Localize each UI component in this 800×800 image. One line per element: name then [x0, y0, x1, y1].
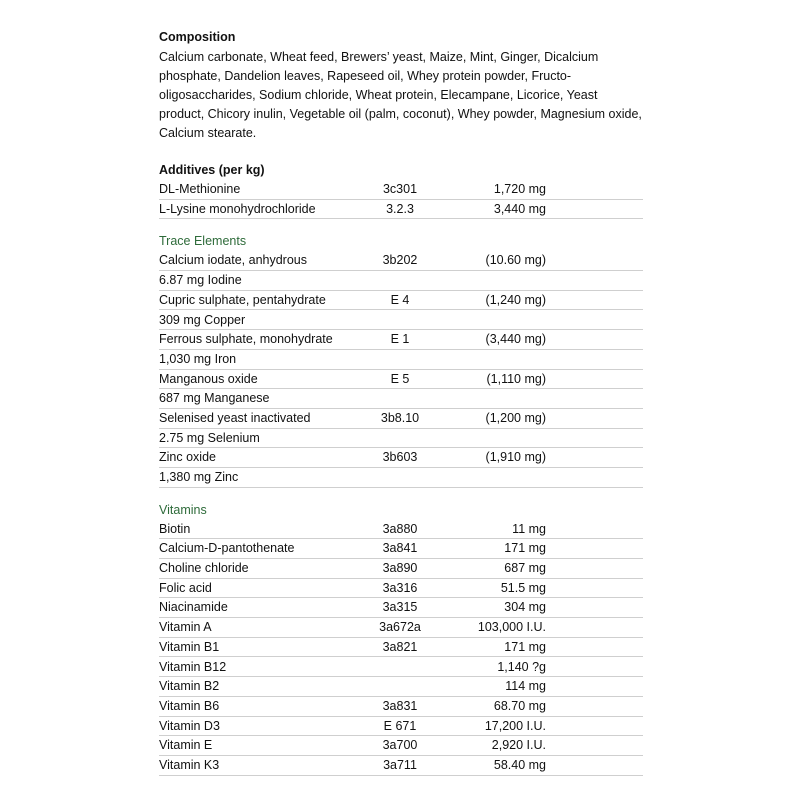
- row-spacer: [546, 290, 643, 310]
- row-spacer: [546, 637, 643, 657]
- product-info: [159, 28, 643, 776]
- table-row: [159, 736, 643, 756]
- table-row: [159, 330, 643, 350]
- ingredient-code: 3a672a: [359, 618, 441, 638]
- ingredient-name: Cupric sulphate, pentahydrate: [159, 290, 359, 310]
- row-spacer: [546, 251, 643, 270]
- ingredient-name: Vitamin A: [159, 618, 359, 638]
- ingredient-code: E 1: [359, 330, 441, 350]
- table-row: [159, 467, 643, 487]
- ingredient-code: [359, 677, 441, 697]
- ingredient-name: Selenised yeast inactivated: [159, 408, 359, 428]
- ingredient-code: 3.2.3: [359, 199, 441, 219]
- ingredient-code: E 5: [359, 369, 441, 389]
- ingredient-amount: 51.5 mg: [441, 578, 546, 598]
- ingredient-name: Vitamin B2: [159, 677, 359, 697]
- table-row: [159, 180, 643, 199]
- ingredient-amount: 3,440 mg: [441, 199, 546, 219]
- ingredient-code: [359, 389, 441, 409]
- ingredient-name: 2.75 mg Selenium: [159, 428, 359, 448]
- ingredient-amount: 114 mg: [441, 677, 546, 697]
- row-spacer: [546, 349, 643, 369]
- ingredient-amount: (1,200 mg): [441, 408, 546, 428]
- row-spacer: [546, 408, 643, 428]
- trace-elements-table: [159, 251, 643, 487]
- row-spacer: [546, 448, 643, 468]
- ingredient-name: Calcium-D-pantothenate: [159, 539, 359, 559]
- ingredient-name: 6.87 mg Iodine: [159, 271, 359, 291]
- ingredient-name: Vitamin B6: [159, 696, 359, 716]
- ingredient-amount: (1,240 mg): [441, 290, 546, 310]
- row-spacer: [546, 180, 643, 199]
- table-row: [159, 677, 643, 697]
- ingredient-name: Ferrous sulphate, monohydrate: [159, 330, 359, 350]
- row-spacer: [546, 467, 643, 487]
- row-spacer: [546, 618, 643, 638]
- table-row: [159, 251, 643, 270]
- table-row: [159, 349, 643, 369]
- vitamins-heading: Vitamins: [159, 502, 207, 517]
- row-spacer: [546, 310, 643, 330]
- table-row: [159, 637, 643, 657]
- ingredient-amount: 304 mg: [441, 598, 546, 618]
- ingredient-amount: 2,920 I.U.: [441, 736, 546, 756]
- ingredient-amount: [441, 428, 546, 448]
- row-spacer: [546, 657, 643, 677]
- ingredient-amount: (3,440 mg): [441, 330, 546, 350]
- table-row: [159, 369, 643, 389]
- table-row: [159, 696, 643, 716]
- table-row: [159, 618, 643, 638]
- ingredient-name: 1,030 mg Iron: [159, 349, 359, 369]
- row-spacer: [546, 539, 643, 559]
- ingredient-name: 309 mg Copper: [159, 310, 359, 330]
- ingredient-code: [359, 271, 441, 291]
- ingredient-code: [359, 349, 441, 369]
- row-spacer: [546, 677, 643, 697]
- ingredient-amount: [441, 467, 546, 487]
- ingredient-name: Manganous oxide: [159, 369, 359, 389]
- ingredient-amount: (10.60 mg): [441, 251, 546, 270]
- table-row: [159, 755, 643, 775]
- ingredient-code: 3a700: [359, 736, 441, 756]
- ingredient-code: E 4: [359, 290, 441, 310]
- ingredient-amount: 687 mg: [441, 559, 546, 579]
- ingredient-name: Vitamin B1: [159, 637, 359, 657]
- ingredient-code: 3a821: [359, 637, 441, 657]
- ingredient-amount: 1,140 ?g: [441, 657, 546, 677]
- row-spacer: [546, 369, 643, 389]
- ingredient-name: DL-Methionine: [159, 180, 359, 199]
- ingredient-amount: 68.70 mg: [441, 696, 546, 716]
- table-row: [159, 448, 643, 468]
- ingredient-code: 3b202: [359, 251, 441, 270]
- additives-table: [159, 180, 643, 219]
- ingredient-code: [359, 657, 441, 677]
- ingredient-name: Niacinamide: [159, 598, 359, 618]
- table-row: [159, 199, 643, 219]
- ingredient-code: [359, 428, 441, 448]
- ingredient-amount: 171 mg: [441, 539, 546, 559]
- table-row: [159, 598, 643, 618]
- ingredient-name: Vitamin E: [159, 736, 359, 756]
- table-row: [159, 389, 643, 409]
- ingredient-name: Vitamin D3: [159, 716, 359, 736]
- ingredient-name: Vitamin B12: [159, 657, 359, 677]
- ingredient-code: 3a841: [359, 539, 441, 559]
- table-row: [159, 578, 643, 598]
- row-spacer: [546, 696, 643, 716]
- vitamins-table: [159, 520, 643, 776]
- table-row: [159, 657, 643, 677]
- table-row: [159, 539, 643, 559]
- table-row: [159, 428, 643, 448]
- table-row: [159, 310, 643, 330]
- row-spacer: [546, 598, 643, 618]
- row-spacer: [546, 330, 643, 350]
- table-row: [159, 716, 643, 736]
- ingredient-code: 3a315: [359, 598, 441, 618]
- ingredient-name: Choline chloride: [159, 559, 359, 579]
- row-spacer: [546, 578, 643, 598]
- ingredient-amount: (1,110 mg): [441, 369, 546, 389]
- row-spacer: [546, 199, 643, 219]
- ingredient-amount: [441, 310, 546, 330]
- ingredient-code: [359, 310, 441, 330]
- ingredient-amount: (1,910 mg): [441, 448, 546, 468]
- ingredient-name: Zinc oxide: [159, 448, 359, 468]
- ingredient-code: E 671: [359, 716, 441, 736]
- ingredient-amount: [441, 389, 546, 409]
- ingredient-code: 3a711: [359, 755, 441, 775]
- ingredient-amount: 171 mg: [441, 637, 546, 657]
- row-spacer: [546, 428, 643, 448]
- table-row: [159, 290, 643, 310]
- additives-heading: Additives (per kg): [159, 163, 265, 177]
- row-spacer: [546, 736, 643, 756]
- row-spacer: [546, 389, 643, 409]
- table-row: [159, 271, 643, 291]
- ingredient-code: 3a880: [359, 520, 441, 539]
- ingredient-code: [359, 467, 441, 487]
- composition-heading: Composition: [159, 30, 236, 44]
- ingredient-name: Vitamin K3: [159, 755, 359, 775]
- ingredient-amount: 17,200 I.U.: [441, 716, 546, 736]
- ingredient-code: 3b603: [359, 448, 441, 468]
- composition-text: Calcium carbonate, Wheat feed, Brewers’ yeast, Maize, Mint, Ginger, Dicalcium phosphate, Dandelion leaves, Rapeseed oil, Whey protein powder, Fructo-oligosaccharides, Sodium chloride, Wheat protein, Elecampane, Licorice, Yeast product, Chicory inulin, Vegetable oil (palm, coconut), Whey powder, Magnesium oxide, Calcium stearate.: [159, 50, 642, 140]
- row-spacer: [546, 520, 643, 539]
- row-spacer: [546, 559, 643, 579]
- ingredient-code: 3a831: [359, 696, 441, 716]
- ingredient-name: Biotin: [159, 520, 359, 539]
- ingredient-amount: 103,000 I.U.: [441, 618, 546, 638]
- ingredient-code: 3b8.10: [359, 408, 441, 428]
- ingredient-amount: [441, 271, 546, 291]
- ingredient-name: Calcium iodate, anhydrous: [159, 251, 359, 270]
- table-row: [159, 408, 643, 428]
- row-spacer: [546, 271, 643, 291]
- trace-elements-heading: Trace Elements: [159, 234, 247, 249]
- ingredient-code: 3a890: [359, 559, 441, 579]
- ingredient-name: L-Lysine monohydrochloride: [159, 199, 359, 219]
- ingredient-amount: 1,720 mg: [441, 180, 546, 199]
- ingredient-amount: 58.40 mg: [441, 755, 546, 775]
- row-spacer: [546, 755, 643, 775]
- ingredient-amount: [441, 349, 546, 369]
- ingredient-amount: 11 mg: [441, 520, 546, 539]
- table-row: [159, 520, 643, 539]
- ingredient-name: 1,380 mg Zinc: [159, 467, 359, 487]
- ingredient-name: Folic acid: [159, 578, 359, 598]
- row-spacer: [546, 716, 643, 736]
- ingredient-code: 3a316: [359, 578, 441, 598]
- ingredient-name: 687 mg Manganese: [159, 389, 359, 409]
- ingredient-code: 3c301: [359, 180, 441, 199]
- table-row: [159, 559, 643, 579]
